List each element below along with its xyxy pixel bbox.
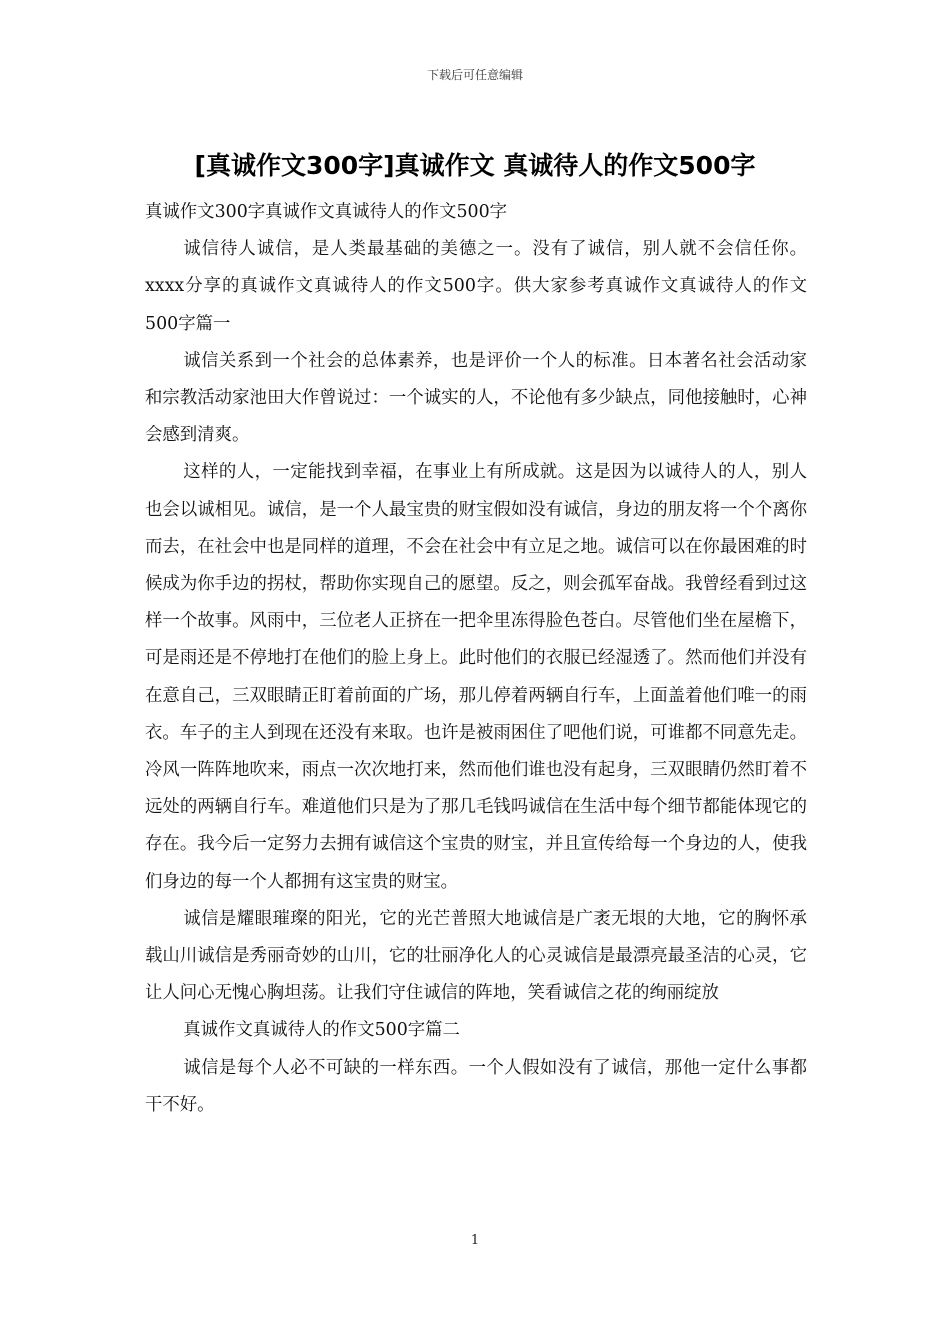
document-body <box>145 194 807 1124</box>
body-paragraph: 诚信关系到一个社会的总体素养，也是评价一个人的标准。日本著名社会活动家和宗教活动家池田大作曾说过：一个诚实的人，不论他有多少缺点，同他接触时，心神会感到清爽。 <box>145 350 807 446</box>
page-header: 下载后可任意编辑 <box>426 68 523 82</box>
body-paragraph: 诚信待人诚信，是人类最基础的美德之一。没有了诚信，别人就不会信任你。xxxx分享的真诚作文真诚待人的作文500字。供大家参考真诚作文真诚待人的作文500字篇一 <box>145 239 807 334</box>
section-heading: 真诚作文真诚待人的作文500字篇二 <box>183 1020 460 1041</box>
page-number: 1 <box>470 1233 480 1248</box>
body-paragraph: 诚信是每个人必不可缺的一样东西。一个人假如没有了诚信，那他一定什么事都干不好。 <box>145 1057 807 1115</box>
document-title: [真诚作文300字]真诚作文 真诚待人的作文500字 <box>194 151 756 180</box>
body-paragraph: 这样的人，一定能找到幸福，在事业上有所成就。这是因为以诚待人的人，别人也会以诚相见。诚信，是一个人最宝贵的财宝假如没有诚信，身边的朋友将一个个离你而去，在社会中也是同样的道理，不会在社会中有立足之地。诚信可以在你最困难的时候成为你手边的拐杖，帮助你实现自己的愿望。反之，则会孤军奋战。我曾经看到过这样一个故事。风雨中，三位老人正挤在一把伞里冻得脸色苍白。尽管他们坐在屋檐下，可是雨还是不停地打在他们的脸上身上。此时他们的衣服已经湿透了。然而他们并没有在意自己，三双眼睛正盯着前面的广场，那儿停着两辆自行车，上面盖着他们唯一的雨衣。车子的主人到现在还没有来取。也许是被雨困住了吧他们说，可谁都不同意先走。冷风一阵阵地吹来，雨点一次次地打来，然而他们谁也没有起身，三双眼睛仍然盯着不远处的两辆自行车。难道他们只是为了那几毛钱吗诚信在生活中每个细节都能体现它的存在。我今后一定努力去拥有诚信这个宝贵的财宝，并且宣传给每一个身边的人，使我们身边的每一个人都拥有这宝贵的财宝。 <box>145 462 807 892</box>
body-paragraph: 诚信是耀眼璀璨的阳光，它的光芒普照大地诚信是广袤无垠的大地，它的胸怀承载山川诚信是秀丽奇妙的山川，它的壮丽净化人的心灵诚信是最漂亮最圣洁的心灵，它让人问心无愧心胸坦荡。让我们守住诚信的阵地，笑看诚信之花的绚丽绽放 <box>145 908 807 1004</box>
subtitle-paragraph: 真诚作文300字真诚作文真诚待人的作文500字 <box>145 202 508 222</box>
